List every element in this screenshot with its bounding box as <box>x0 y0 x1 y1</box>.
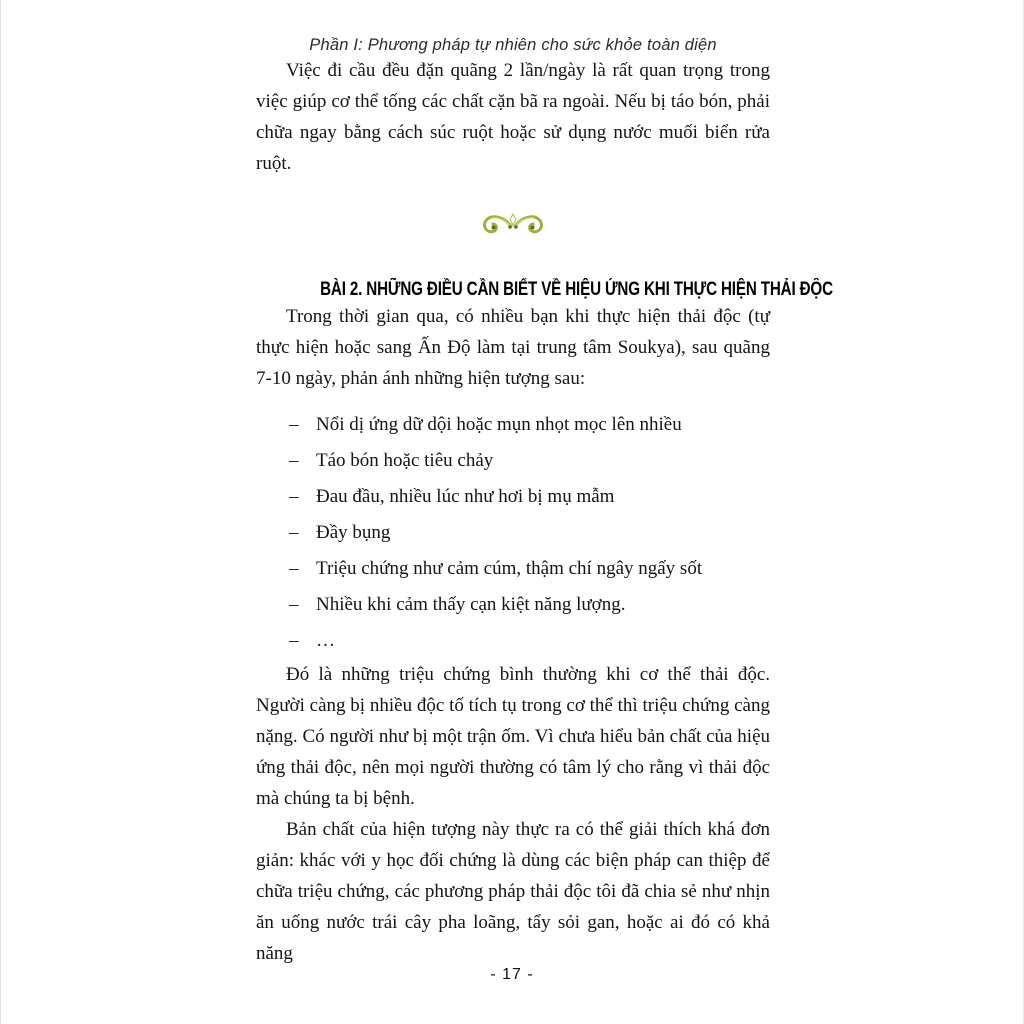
list-item <box>256 407 770 443</box>
dash-bullet: – <box>289 594 299 615</box>
dash-bullet: – <box>289 558 299 579</box>
dash-bullet: – <box>289 522 299 543</box>
text-column <box>256 0 833 1024</box>
section-divider <box>256 209 770 241</box>
dash-bullet: – <box>289 450 299 471</box>
page-number: - 17 - <box>490 966 534 983</box>
list-item-text: Táo bón hoặc tiêu chảy <box>316 450 494 471</box>
paragraph-symptoms-normal: Đó là những triệu chứng bình thường khi cơ thể thải độc. Người càng bị nhiều độc tố tích tụ trong cơ thể thì triệu chứng càng nặng. Có người như bị một trận ốm. Vì chưa hiểu bản chất của hiệu ứng thải độc, nên mọi người thường có tâm lý cho rằng vì thải độc mà chúng ta bị bệnh. <box>256 664 770 809</box>
list-item <box>256 551 770 587</box>
list-item <box>256 515 770 551</box>
section-heading: BÀI 2. NHỮNG ĐIỀU CẦN BIẾT VỀ HIỆU ỨNG KHI THỰC HIỆN THẢI ĐỘC <box>320 279 833 300</box>
list-item <box>256 479 770 515</box>
list-item-text: Nổi dị ứng dữ dội hoặc mụn nhọt mọc lên nhiều <box>316 414 682 435</box>
list-item-text: Đau đầu, nhiều lúc như hơi bị mụ mẫm <box>316 486 615 507</box>
section-heading-wrap <box>256 279 833 301</box>
paragraph-detox-intro: Trong thời gian qua, có nhiều bạn khi thực hiện thải độc (tự thực hiện hoặc sang Ấn Độ làm tại trung tâm Soukya), sau quãng 7-10 ngày, phản ánh những hiện tượng sau: <box>256 306 770 389</box>
list-item <box>256 443 770 479</box>
symptom-list <box>256 407 770 659</box>
list-item-text: Nhiều khi cảm thấy cạn kiệt năng lượng. <box>316 594 626 615</box>
running-header: Phần I: Phương pháp tự nhiên cho sức khỏe toàn diện <box>309 36 717 54</box>
dash-bullet: – <box>289 486 299 507</box>
paragraph-explanation: Bản chất của hiện tượng này thực ra có thể giải thích khá đơn giản: khác với y học đối chứng là dùng các biện pháp can thiệp để chữa triệu chứng, các phương pháp thải độc tôi đã chia sẻ như nhịn ăn uống nước trái cây pha loãng, tẩy sỏi gan, hoặc ai đó có khả năng <box>256 819 770 964</box>
dash-bullet: – <box>289 630 299 651</box>
list-item <box>256 587 770 623</box>
paragraph-bowel-movement: Việc đi cầu đều đặn quãng 2 lần/ngày là rất quan trọng trong việc giúp cơ thể tống các chất cặn bã ra ngoài. Nếu bị táo bón, phải chữa ngay bằng cách súc ruột hoặc sử dụng nước muối biển rửa ruột. <box>256 60 770 174</box>
list-item <box>256 623 770 659</box>
list-item-text: Đầy bụng <box>316 522 391 543</box>
list-item-text: Triệu chứng như cảm cúm, thậm chí ngây ngấy sốt <box>316 558 703 579</box>
dash-bullet: – <box>289 414 299 435</box>
floral-ornament-icon <box>478 209 548 239</box>
list-item-text: … <box>316 630 335 651</box>
